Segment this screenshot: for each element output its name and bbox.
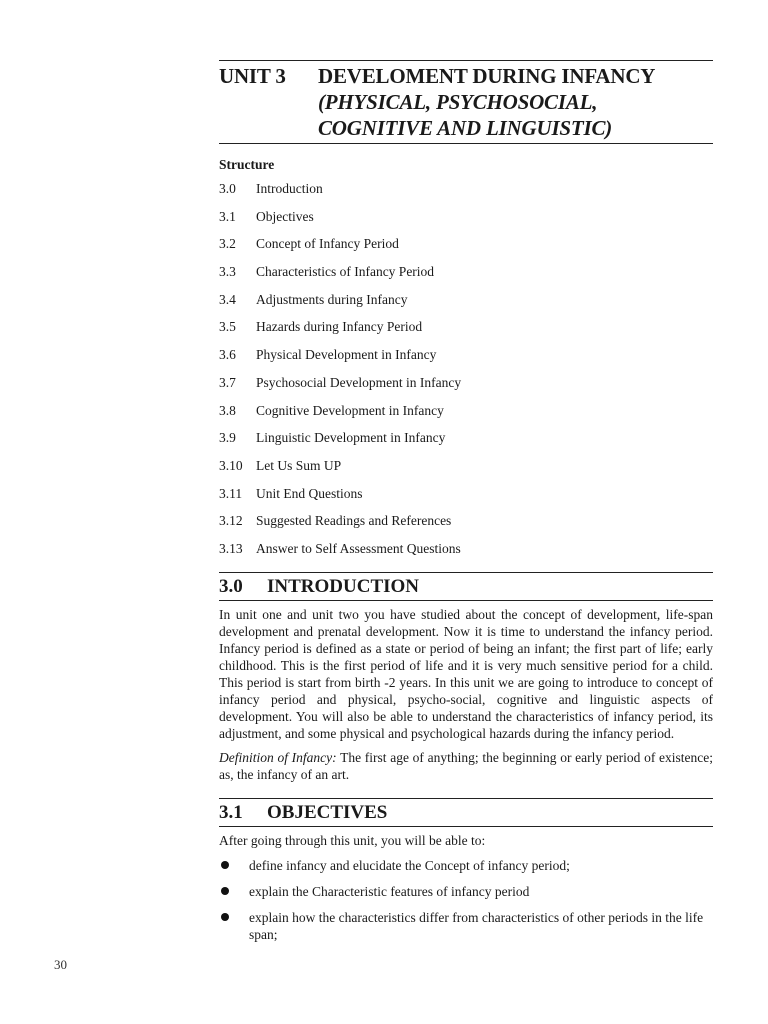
objective-text: explain the Characteristic features of infancy period: [249, 883, 530, 899]
objective-text: explain how the characteristics differ from characteristics of other periods in the life span;: [249, 909, 704, 942]
objectives-list: [219, 857, 713, 943]
toc-title: Psychosocial Development in Infancy: [256, 374, 462, 390]
section-number: 3.1: [219, 801, 243, 823]
toc-title: Introduction: [256, 181, 323, 196]
section-title: INTRODUCTION: [267, 575, 420, 597]
unit-title-line-2: (PHYSICAL, PSYCHOSOCIAL,: [318, 90, 598, 114]
toc-title: Answer to Self Assessment Questions: [256, 540, 461, 556]
page-content: [219, 60, 713, 952]
page-number: 30: [54, 957, 67, 972]
toc-num: 3.8: [219, 402, 236, 418]
toc-item: [219, 291, 713, 319]
unit-title: [318, 63, 713, 141]
toc-title: Characteristics of Infancy Period: [256, 264, 435, 280]
unit-heading: [219, 61, 713, 141]
toc-title: Hazards during Infancy Period: [256, 319, 423, 335]
bullet-icon: [219, 883, 249, 900]
unit-title-line-3: COGNITIVE AND LINGUISTIC): [318, 116, 613, 140]
definition-paragraph: [219, 749, 713, 783]
section-number: 3.0: [219, 575, 243, 597]
objective-item: [219, 857, 713, 874]
toc-item: [219, 512, 713, 540]
toc-item: [219, 374, 713, 402]
toc-num: 3.0: [219, 181, 236, 196]
structure-list: [219, 180, 713, 568]
toc-num: 3.9: [219, 430, 236, 446]
toc-title: Suggested Readings and References: [256, 513, 452, 529]
toc-num: 3.11: [219, 485, 243, 501]
toc-item: [219, 180, 713, 208]
structure-label: Structure: [219, 157, 275, 172]
objectives-intro: After going through this unit, you will be able to:: [219, 832, 486, 848]
toc-num: 3.13: [219, 540, 243, 556]
definition-term: Definition of Infancy:: [219, 749, 337, 765]
introduction-heading: [219, 572, 713, 601]
toc-title: Adjustments during Infancy: [256, 291, 408, 307]
toc-item: [219, 208, 713, 236]
toc-num: 3.10: [219, 457, 243, 473]
objective-item: [219, 883, 713, 900]
toc-title: Cognitive Development in Infancy: [256, 402, 444, 418]
introduction-paragraph: In unit one and unit two you have studied about the concept of development, life-span development and prenatal development. Now it is time to understand the infancy period. Infancy period is defined as a state or period of being an infant; the first part of life; early childhood. This is the first period of life and it is very much sensitive period for a child. This period is start from birth -2 years. In this unit we are going to introduce to concept of infancy period and physical, psycho-social, cognitive and linguistic aspects of development. You will also be able to understand the characteristics of infancy period, its adjustment, and some physical and psychological hazards during the infancy period.: [219, 606, 713, 741]
toc-title: Linguistic Development in Infancy: [256, 430, 446, 446]
toc-title: Physical Development in Infancy: [256, 347, 437, 363]
bullet-icon: [219, 909, 249, 943]
objective-text: define infancy and elucidate the Concept of infancy period;: [249, 857, 570, 873]
toc-item: [219, 540, 713, 568]
unit-title-line-1: DEVELOMENT DURING INFANCY: [318, 64, 656, 88]
toc-item: [219, 346, 713, 374]
unit-label: UNIT 3: [219, 64, 286, 88]
toc-title: Unit End Questions: [256, 485, 363, 501]
toc-item: [219, 235, 713, 263]
toc-num: 3.1: [219, 208, 236, 224]
toc-num: 3.6: [219, 347, 236, 363]
toc-num: 3.3: [219, 264, 236, 280]
toc-num: 3.7: [219, 374, 236, 390]
toc-title: Concept of Infancy Period: [256, 236, 399, 252]
definition-text: The first age of anything; the beginning or early period of existence; as, the infancy of an art.: [219, 749, 713, 782]
toc-item: [219, 457, 713, 485]
objective-item: [219, 909, 713, 943]
section-title: OBJECTIVES: [267, 801, 388, 823]
toc-num: 3.2: [219, 236, 236, 252]
toc-title: Let Us Sum UP: [256, 457, 342, 473]
toc-item: [219, 318, 713, 346]
toc-item: [219, 429, 713, 457]
toc-item: [219, 485, 713, 513]
objectives-heading: [219, 798, 713, 827]
toc-num: 3.12: [219, 513, 243, 529]
toc-item: [219, 402, 713, 430]
toc-title: Objectives: [256, 208, 314, 224]
bullet-icon: [219, 857, 249, 874]
toc-item: [219, 263, 713, 291]
toc-num: 3.4: [219, 291, 236, 307]
unit-bottom-rule: [219, 143, 713, 144]
toc-num: 3.5: [219, 319, 236, 335]
